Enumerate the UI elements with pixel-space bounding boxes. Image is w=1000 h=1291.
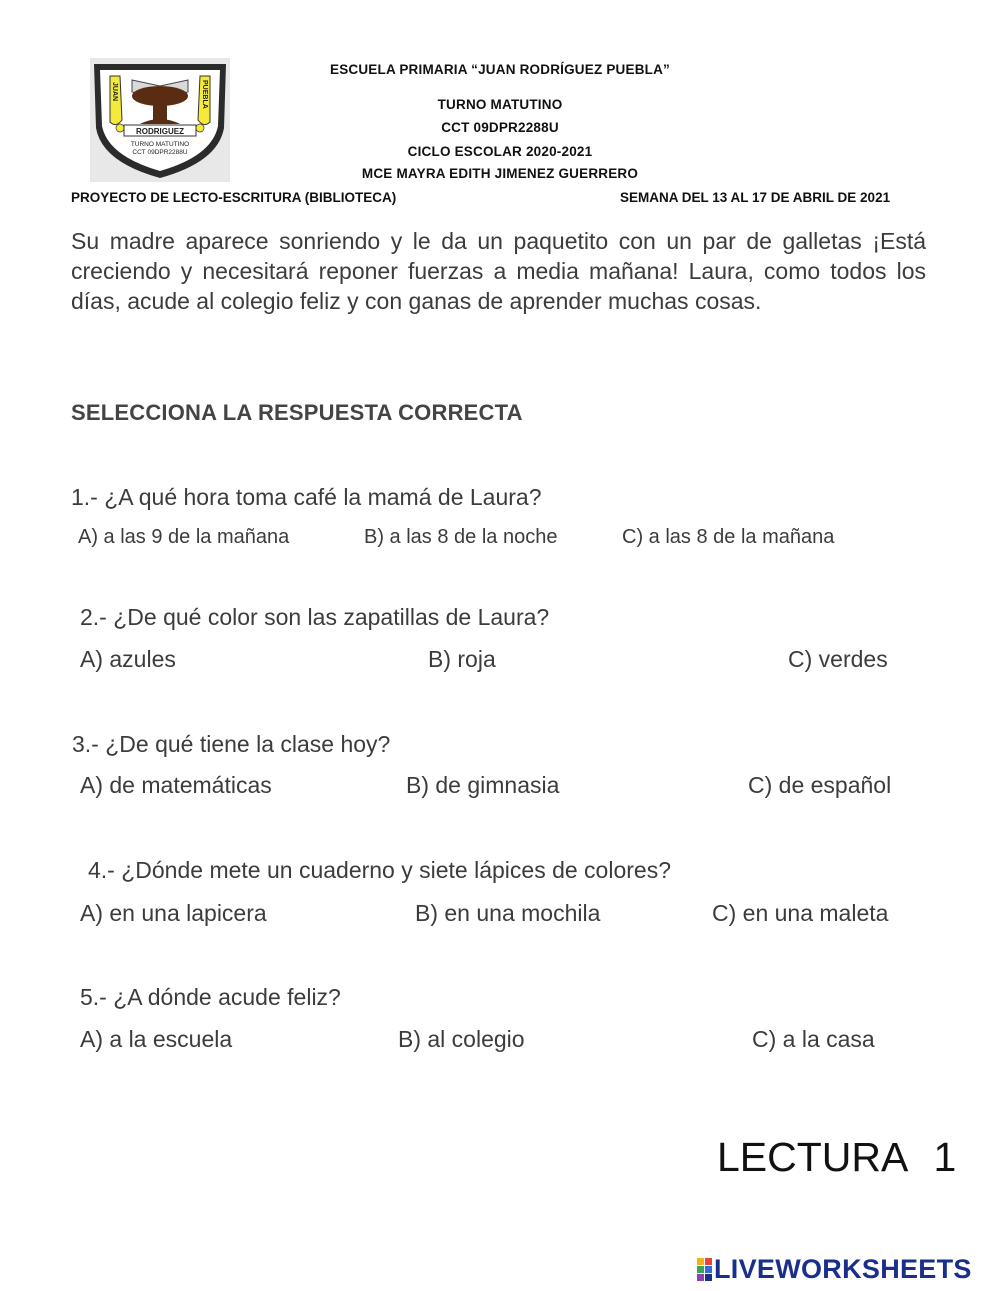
brand-block — [705, 1274, 712, 1281]
q2-option-c[interactable]: C) verdes — [788, 646, 888, 672]
q3-option-b[interactable]: B) de gimnasia — [406, 772, 560, 798]
brand-name: LIVEWORKSHEETS — [714, 1253, 972, 1284]
logo-line-1: TURNO MATUTINO — [130, 141, 190, 148]
q1-option-b[interactable]: B) a las 8 de la noche — [364, 526, 558, 548]
question-1: 1.- ¿A qué hora toma café la mamá de Laura? — [71, 484, 542, 510]
cct-code: CCT 09DPR2288U — [441, 120, 559, 135]
q5-option-a[interactable]: A) a la escuela — [80, 1026, 233, 1052]
brand-blocks-icon — [697, 1258, 712, 1281]
question-3: 3.- ¿De qué tiene la clase hoy? — [72, 731, 391, 757]
logo-banner: RODRIGUEZ — [136, 127, 184, 136]
brand-block — [697, 1266, 704, 1273]
logo-right-label: PUEBLA — [201, 80, 208, 109]
q1-option-a[interactable]: A) a las 9 de la mañana — [78, 526, 290, 548]
q5-option-c[interactable]: C) a la casa — [752, 1026, 875, 1052]
q4-option-c[interactable]: C) en una maleta — [712, 900, 889, 926]
week-range: SEMANA DEL 13 AL 17 DE ABRIL DE 2021 — [620, 190, 891, 205]
q4-option-b[interactable]: B) en una mochila — [415, 900, 601, 926]
logo-line-2: CCT 09DPR2288U — [132, 149, 188, 156]
school-name: ESCUELA PRIMARIA “JUAN RODRÍGUEZ PUEBLA” — [329, 62, 670, 77]
shift: TURNO MATUTINO — [437, 97, 563, 112]
question-2: 2.- ¿De qué color son las zapatillas de Laura? — [80, 604, 550, 630]
q2-option-b[interactable]: B) roja — [428, 646, 496, 672]
logo-left-label: JUAN — [111, 82, 118, 102]
question-4: 4.- ¿Dónde mete un cuaderno y siete lápices de colores? — [88, 857, 671, 883]
project-title: PROYECTO DE LECTO-ESCRITURA (BIBLIOTECA) — [71, 190, 397, 205]
q3-option-c[interactable]: C) de español — [748, 772, 892, 798]
liveworksheets-logo[interactable] — [697, 1254, 972, 1284]
lectura-label: LECTURA 1 — [717, 1134, 957, 1180]
brand-block — [705, 1258, 712, 1265]
q4-option-a[interactable]: A) en una lapicera — [80, 900, 267, 926]
reading-passage: Su madre aparece sonriendo y le da un paquetito con un par de galletas ¡Está creciendo y necesitará reponer fuerzas a media mañana! Laura, como todos los días, acude al colegio feliz y con ganas de aprender muchas cosas. — [71, 228, 926, 314]
brand-block — [697, 1258, 704, 1265]
instruction-heading: SELECCIONA LA RESPUESTA CORRECTA — [71, 400, 523, 425]
q5-option-b[interactable]: B) al colegio — [398, 1026, 525, 1052]
q1-option-c[interactable]: C) a las 8 de la mañana — [622, 526, 835, 548]
q2-option-a[interactable]: A) azules — [80, 646, 176, 672]
teacher-name: MCE MAYRA EDITH JIMENEZ GUERRERO — [361, 166, 639, 181]
brand-block — [697, 1274, 704, 1281]
q3-option-a[interactable]: A) de matemáticas — [80, 772, 272, 798]
school-cycle: CICLO ESCOLAR 2020-2021 — [407, 144, 593, 159]
question-5: 5.- ¿A dónde acude feliz? — [80, 984, 341, 1010]
brand-block — [705, 1266, 712, 1273]
